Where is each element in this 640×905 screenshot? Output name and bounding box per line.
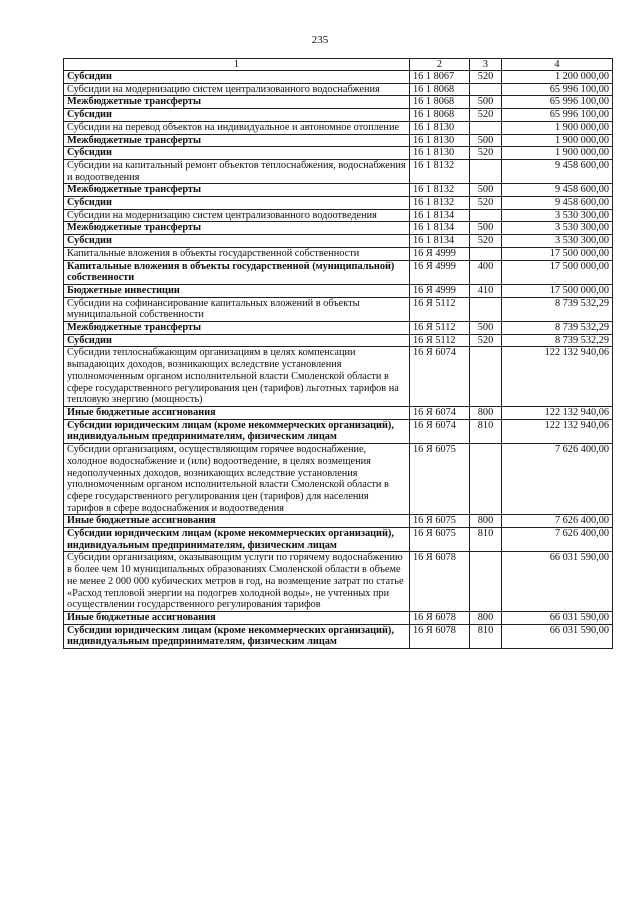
row-name-cell: Субсидии организациям, оказывающим услуги по горячему водоснабжению в более чем 10 муниципальных образованиях Смоленской области в объеме не менее 2 000 000 кубических метров в год, на возмещение затрат по статье «Расход тепловой энергии на подогрев холодной воды», не учтенных при осуществлении государственного регулирования тарифов (64, 552, 410, 612)
row-name-cell: Иные бюджетные ассигнования (64, 515, 410, 528)
column-header: 3 (470, 59, 502, 71)
row-type-cell: 500 (470, 322, 502, 335)
column-header: 1 (64, 59, 410, 71)
row-name-cell: Капитальные вложения в объекты государственной собственности (64, 247, 410, 260)
table-row (64, 528, 613, 552)
row-code-cell: 16 1 8134 (410, 222, 470, 235)
row-amount-cell: 66 031 590,00 (502, 611, 613, 624)
row-amount-cell: 17 500 000,00 (502, 260, 613, 284)
table-row (64, 147, 613, 160)
row-amount-cell: 7 626 400,00 (502, 515, 613, 528)
row-name-cell: Субсидии (64, 334, 410, 347)
row-amount-cell: 1 900 000,00 (502, 147, 613, 160)
row-code-cell: 16 1 8130 (410, 147, 470, 160)
row-name-cell: Бюджетные инвестиции (64, 284, 410, 297)
row-type-cell (470, 347, 502, 407)
row-amount-cell: 122 132 940,06 (502, 347, 613, 407)
row-type-cell: 520 (470, 147, 502, 160)
row-code-cell: 16 Я 6074 (410, 419, 470, 443)
row-type-cell: 400 (470, 260, 502, 284)
column-header: 4 (502, 59, 613, 71)
row-name-cell: Межбюджетные трансферты (64, 96, 410, 109)
table-row (64, 284, 613, 297)
row-code-cell: 16 Я 6078 (410, 624, 470, 648)
page-number: 235 (311, 34, 329, 46)
row-name-cell: Субсидии (64, 71, 410, 84)
table-row (64, 235, 613, 248)
row-name-cell: Межбюджетные трансферты (64, 222, 410, 235)
row-code-cell: 16 1 8134 (410, 235, 470, 248)
row-name-cell: Межбюджетные трансферты (64, 134, 410, 147)
row-type-cell (470, 159, 502, 183)
row-code-cell: 16 Я 6078 (410, 611, 470, 624)
table-row (64, 552, 613, 612)
row-type-cell: 520 (470, 109, 502, 122)
row-amount-cell: 1 200 000,00 (502, 71, 613, 84)
row-amount-cell: 7 626 400,00 (502, 528, 613, 552)
table-row (64, 515, 613, 528)
row-name-cell: Иные бюджетные ассигнования (64, 406, 410, 419)
row-amount-cell: 122 132 940,06 (502, 406, 613, 419)
row-name-cell: Субсидии юридическим лицам (кроме некоммерческих организаций), индивидуальным предпринимателям, физическим лицам (64, 419, 410, 443)
row-type-cell: 810 (470, 624, 502, 648)
row-name-cell: Субсидии (64, 109, 410, 122)
row-code-cell: 16 1 8132 (410, 197, 470, 210)
row-amount-cell: 8 739 532,29 (502, 322, 613, 335)
row-type-cell (470, 552, 502, 612)
row-amount-cell: 17 500 000,00 (502, 247, 613, 260)
table-row (64, 96, 613, 109)
row-name-cell: Межбюджетные трансферты (64, 184, 410, 197)
row-code-cell: 16 Я 5112 (410, 297, 470, 321)
row-type-cell (470, 444, 502, 515)
budget-table (63, 58, 613, 649)
table-row (64, 184, 613, 197)
row-amount-cell: 122 132 940,06 (502, 419, 613, 443)
row-amount-cell: 65 996 100,00 (502, 83, 613, 96)
row-amount-cell: 8 739 532,29 (502, 334, 613, 347)
row-type-cell: 520 (470, 71, 502, 84)
row-type-cell: 800 (470, 611, 502, 624)
table-row (64, 134, 613, 147)
row-name-cell: Межбюджетные трансферты (64, 322, 410, 335)
row-amount-cell: 3 530 300,00 (502, 209, 613, 222)
row-code-cell: 16 1 8068 (410, 83, 470, 96)
row-amount-cell: 3 530 300,00 (502, 235, 613, 248)
row-amount-cell: 9 458 600,00 (502, 159, 613, 183)
row-type-cell: 500 (470, 96, 502, 109)
row-code-cell: 16 1 8130 (410, 134, 470, 147)
row-code-cell: 16 Я 4999 (410, 284, 470, 297)
table-row (64, 444, 613, 515)
row-name-cell: Субсидии (64, 147, 410, 160)
row-amount-cell: 3 530 300,00 (502, 222, 613, 235)
row-code-cell: 16 Я 6075 (410, 528, 470, 552)
row-code-cell: 16 Я 5112 (410, 334, 470, 347)
table-row (64, 334, 613, 347)
row-code-cell: 16 1 8068 (410, 96, 470, 109)
row-type-cell: 500 (470, 184, 502, 197)
row-code-cell: 16 1 8067 (410, 71, 470, 84)
row-amount-cell: 17 500 000,00 (502, 284, 613, 297)
row-type-cell (470, 209, 502, 222)
table-row (64, 159, 613, 183)
table-row (64, 83, 613, 96)
row-type-cell: 800 (470, 515, 502, 528)
table-row (64, 197, 613, 210)
table-row (64, 209, 613, 222)
row-amount-cell: 65 996 100,00 (502, 96, 613, 109)
row-type-cell: 410 (470, 284, 502, 297)
table-row (64, 624, 613, 648)
table-row (64, 419, 613, 443)
table-row (64, 222, 613, 235)
row-code-cell: 16 Я 4999 (410, 260, 470, 284)
row-name-cell: Субсидии на модернизацию систем централизованного водоснабжения (64, 83, 410, 96)
row-type-cell: 810 (470, 528, 502, 552)
row-code-cell: 16 Я 4999 (410, 247, 470, 260)
row-type-cell: 520 (470, 235, 502, 248)
table-header-row (64, 59, 613, 71)
table-body (64, 71, 613, 649)
row-name-cell: Субсидии на софинансирование капитальных вложений в объекты муниципальной собственности (64, 297, 410, 321)
table-row (64, 121, 613, 134)
row-name-cell: Субсидии теплоснабжающим организациям в целях компенсации выпадающих доходов, возникающих вследствие установления уполномоченным органом исполнительной власти Смоленской области в сфере государственного регулирования цен (тарифов) льготных тарифов на тепловую энергию (мощность) (64, 347, 410, 407)
row-type-cell (470, 247, 502, 260)
table-row (64, 297, 613, 321)
row-amount-cell: 8 739 532,29 (502, 297, 613, 321)
row-type-cell: 810 (470, 419, 502, 443)
row-code-cell: 16 Я 6078 (410, 552, 470, 612)
row-code-cell: 16 1 8130 (410, 121, 470, 134)
row-code-cell: 16 Я 5112 (410, 322, 470, 335)
row-name-cell: Субсидии на перевод объектов на индивидуальное и автономное отопление (64, 121, 410, 134)
table-row (64, 247, 613, 260)
row-amount-cell: 7 626 400,00 (502, 444, 613, 515)
row-code-cell: 16 1 8134 (410, 209, 470, 222)
row-name-cell: Капитальные вложения в объекты государственной (муниципальной) собственности (64, 260, 410, 284)
row-code-cell: 16 Я 6074 (410, 347, 470, 407)
row-code-cell: 16 Я 6074 (410, 406, 470, 419)
row-type-cell: 500 (470, 222, 502, 235)
row-amount-cell: 1 900 000,00 (502, 121, 613, 134)
row-amount-cell: 1 900 000,00 (502, 134, 613, 147)
row-type-cell: 520 (470, 197, 502, 210)
row-amount-cell: 9 458 600,00 (502, 197, 613, 210)
table-row (64, 109, 613, 122)
row-name-cell: Субсидии юридическим лицам (кроме некоммерческих организаций), индивидуальным предпринимателям, физическим лицам (64, 528, 410, 552)
table-row (64, 347, 613, 407)
row-amount-cell: 9 458 600,00 (502, 184, 613, 197)
row-name-cell: Субсидии (64, 235, 410, 248)
table-row (64, 260, 613, 284)
row-code-cell: 16 Я 6075 (410, 515, 470, 528)
row-amount-cell: 66 031 590,00 (502, 552, 613, 612)
table-row (64, 406, 613, 419)
row-type-cell (470, 83, 502, 96)
column-header: 2 (410, 59, 470, 71)
row-type-cell: 800 (470, 406, 502, 419)
row-name-cell: Субсидии организациям, осуществляющим горячее водоснабжение, холодное водоснабжение и (или) водоотведение, в целях возмещения недополученных доходов, возникающих вследствие установления уполномоченным органом исполнительной власти Смоленской области в сфере государственного регулирования цен (тарифов) для населения тарифов в сфере водоснабжения и водоотведения (64, 444, 410, 515)
row-name-cell: Субсидии на капитальный ремонт объектов теплоснабжения, водоснабжения и водоотведения (64, 159, 410, 183)
row-name-cell: Субсидии юридическим лицам (кроме некоммерческих организаций), индивидуальным предпринимателям, физическим лицам (64, 624, 410, 648)
row-type-cell (470, 121, 502, 134)
table-row (64, 322, 613, 335)
row-name-cell: Иные бюджетные ассигнования (64, 611, 410, 624)
table-row (64, 611, 613, 624)
row-amount-cell: 65 996 100,00 (502, 109, 613, 122)
row-code-cell: 16 1 8068 (410, 109, 470, 122)
row-type-cell: 520 (470, 334, 502, 347)
row-amount-cell: 66 031 590,00 (502, 624, 613, 648)
row-code-cell: 16 Я 6075 (410, 444, 470, 515)
row-name-cell: Субсидии на модернизацию систем централизованного водоотведения (64, 209, 410, 222)
row-name-cell: Субсидии (64, 197, 410, 210)
row-code-cell: 16 1 8132 (410, 184, 470, 197)
row-code-cell: 16 1 8132 (410, 159, 470, 183)
row-type-cell: 500 (470, 134, 502, 147)
row-type-cell (470, 297, 502, 321)
table-row (64, 71, 613, 84)
